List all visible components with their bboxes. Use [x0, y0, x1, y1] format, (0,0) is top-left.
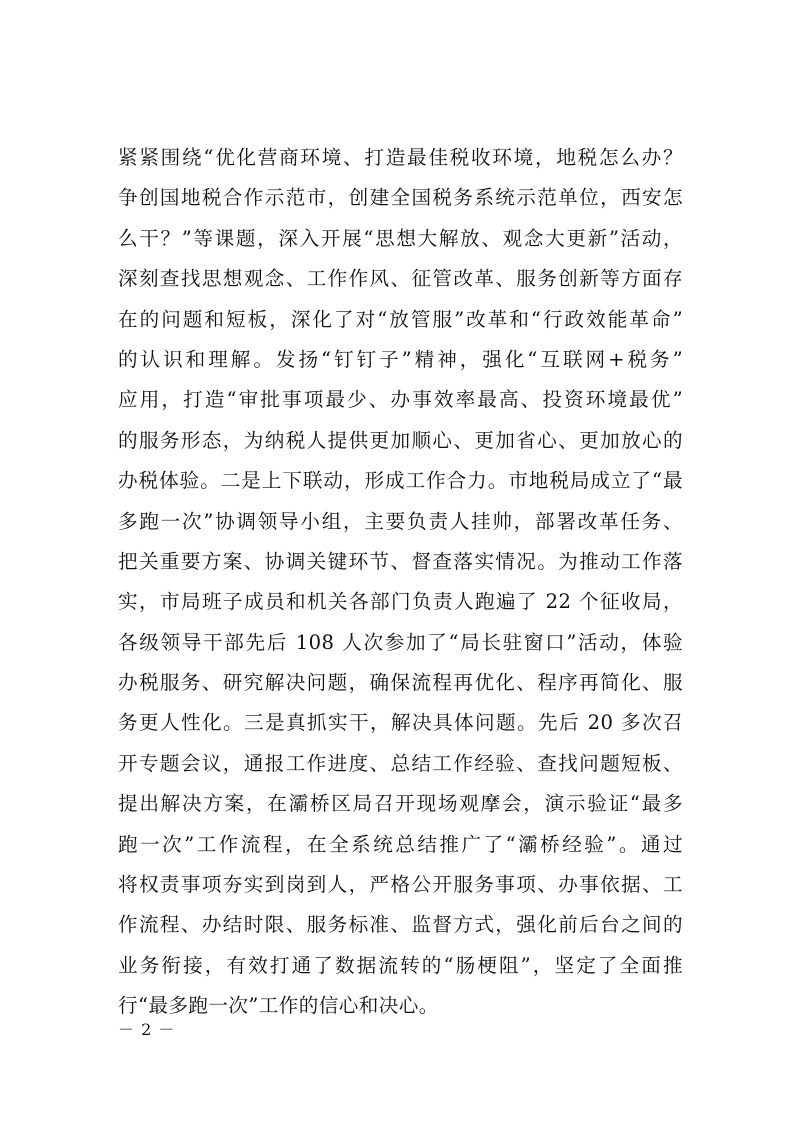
- text-line: 争创国地税合作示范市，创建全国税务系统示范单位，西安怎: [118, 186, 683, 210]
- text-line: 的认识和理解。发扬“钉钉子”精神，强化“互联网+税务”: [118, 347, 683, 371]
- text-line: 办税服务、研究解决问题，确保流程再优化、程序再简化、服: [118, 671, 683, 695]
- text-line: 各级领导干部先后 108 人次参加了“局长驻窗口”活动，体验: [118, 630, 683, 654]
- text-line: 深刻查找思想观念、工作作风、征管改革、服务创新等方面存: [118, 267, 683, 291]
- text-line: 业务衔接，有效打通了数据流转的“肠梗阻”，坚定了全面推: [118, 953, 683, 977]
- text-line: 跑一次”工作流程，在全系统总结推广了“灞桥经验”。通过: [118, 832, 683, 856]
- text-line: 开专题会议，通报工作进度、总结工作经验、查找问题短板、: [118, 751, 683, 775]
- text-line: 实，市局班子成员和机关各部门负责人跑遍了 22 个征收局，: [118, 590, 683, 614]
- text-line: 把关重要方案、协调关键环节、督查落实情况。为推动工作落: [118, 549, 683, 573]
- page-number: － 2 －: [118, 1020, 176, 1039]
- text-line: 务更人性化。三是真抓实干，解决具体问题。先后 20 多次召: [118, 711, 683, 735]
- text-line: 办税体验。二是上下联动，形成工作合力。市地税局成立了“最: [118, 469, 683, 493]
- text-line: 的服务形态，为纳税人提供更加顺心、更加省心、更加放心的: [118, 428, 683, 452]
- body-paragraph: [118, 138, 683, 1027]
- text-line: 在的问题和短板，深化了对“放管服”改革和“行政效能革命”: [118, 307, 683, 331]
- text-line: 行“最多跑一次”工作的信心和决心。: [118, 994, 439, 1018]
- text-line: 么干？”等课题，深入开展“思想大解放、观念大更新”活动，: [118, 226, 683, 250]
- text-line: 将权责事项夯实到岗到人，严格公开服务事项、办事依据、工: [118, 873, 683, 897]
- text-line: 多跑一次”协调领导小组，主要负责人挂帅，部署改革任务、: [118, 509, 683, 533]
- text-line: 紧紧围绕“优化营商环境、打造最佳税收环境，地税怎么办？: [118, 146, 683, 169]
- text-line: 提出解决方案，在灞桥区局召开现场观摩会，演示验证“最多: [118, 792, 683, 816]
- text-line: 作流程、办结时限、服务标准、监督方式，强化前后台之间的: [118, 913, 683, 937]
- text-line: 应用，打造“审批事项最少、办事效率最高、投资环境最优”: [118, 388, 683, 412]
